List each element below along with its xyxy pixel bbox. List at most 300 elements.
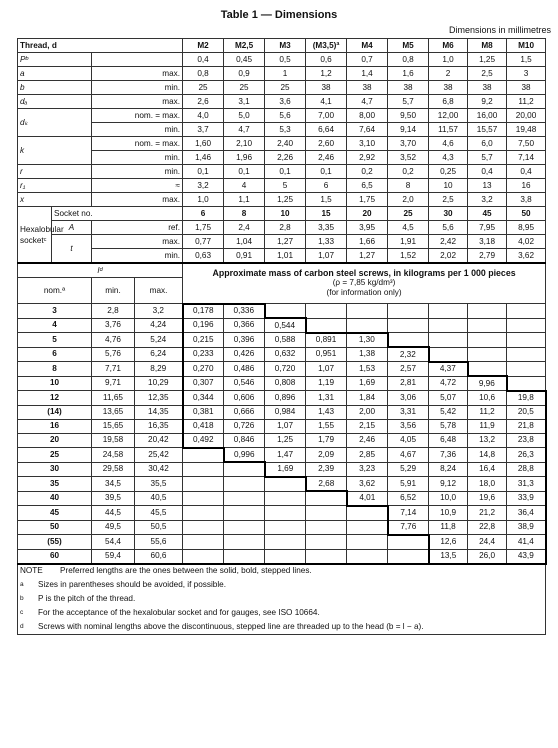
socket-a-value: 3,35 [306,221,347,235]
dimension-value: 6 [306,179,347,193]
mass-value: 1,07 [306,362,347,377]
dimension-value: 0,6 [306,53,347,67]
dimension-value: 20,00 [507,109,546,123]
dimension-value: 2,46 [306,151,347,165]
min-length: 7,71 [92,362,135,377]
nominal-length: 40 [18,491,92,506]
dimension-value: 25 [183,81,224,95]
length-row [18,419,546,433]
dimension-symbol: r [18,165,92,179]
dimension-value: 4 [224,179,265,193]
mass-value [347,318,388,333]
min-length: 11,65 [92,391,135,406]
dimension-row [18,81,546,95]
mass-value [388,549,429,564]
min-length: 5,76 [92,347,135,362]
max-length: 10,29 [135,376,183,391]
nominal-length: 3 [18,304,92,319]
dimension-qualifier: min. [92,123,183,137]
socket-number: 15 [306,207,347,221]
mass-value [507,347,546,362]
mass-value: 26,0 [468,549,507,564]
socket-t-value: 2,02 [429,249,468,264]
header-row [18,39,546,53]
size-header: M2,5 [224,39,265,53]
dimension-value: 2,0 [388,193,429,207]
mass-value: 0,381 [183,405,224,419]
note-text: Preferred lengths are the ones between the solid, bold, stepped lines. [60,566,312,575]
dimension-value: 2,60 [306,137,347,151]
mass-value: 0,666 [224,405,265,419]
dimension-value: 9,14 [388,123,429,137]
mass-value: 2,32 [388,347,429,362]
mass-value [183,520,224,535]
dimension-value: 0,7 [347,53,388,67]
socket-a-value: 3,95 [347,221,388,235]
mass-value: 4,37 [429,362,468,377]
mass-value [306,506,347,521]
length-row [18,433,546,448]
dimension-value: 6,5 [347,179,388,193]
mass-value [265,535,306,550]
mass-value: 0,426 [224,347,265,362]
mass-value [468,333,507,348]
min-length: 54,4 [92,535,135,550]
dimension-value: 2,5 [468,67,507,81]
mass-value: 1,30 [347,333,388,348]
mass-caption [183,263,546,304]
note-row [18,564,546,578]
mass-value: 13,5 [429,549,468,564]
dimension-value: 0,2 [347,165,388,179]
socket-t-value: 3,18 [468,235,507,249]
dimension-value: 3 [507,67,546,81]
footnote-mark: d [20,622,24,630]
footnote-cell [18,592,546,606]
dimension-row [18,193,546,207]
max-length: 20,42 [135,433,183,448]
dimension-value: 1,60 [183,137,224,151]
mass-value: 1,43 [306,405,347,419]
max-length: 55,6 [135,535,183,550]
dimension-qualifier: max. [92,193,183,207]
size-header: M6 [429,39,468,53]
dimension-value: 1,2 [306,67,347,81]
mass-value: 1,47 [265,448,306,463]
mass-value: 13,2 [468,433,507,448]
dimension-value: 1,96 [224,151,265,165]
mass-value: 2,57 [388,362,429,377]
dimension-value: 0,2 [388,165,429,179]
socket-t-value: 4,02 [507,235,546,249]
mass-value [224,549,265,564]
socket-t-max-row [18,235,546,249]
max-length: 3,2 [135,304,183,319]
socket-t-value: 1,91 [388,235,429,249]
mass-value: 0,486 [224,362,265,377]
mass-value: 0,996 [224,448,265,463]
socket-label-line: socketᶜ [20,235,47,245]
dimension-value: 1,0 [183,193,224,207]
socket-t-value: 1,27 [265,235,306,249]
socket-number-row [18,207,546,221]
max-length: 12,35 [135,391,183,406]
dimension-value: 38 [347,81,388,95]
mass-value: 1,53 [347,362,388,377]
dimension-value: 5 [265,179,306,193]
max-length: 4,24 [135,318,183,333]
mass-value: 7,14 [388,506,429,521]
mass-value: 5,07 [429,391,468,406]
dimension-value: 4,0 [183,109,224,123]
footnote-text: Sizes in parentheses should be avoided, if possible. [38,579,226,589]
mass-value: 10,0 [429,491,468,506]
nominal-length: 5 [18,333,92,348]
size-header: M10 [507,39,546,53]
dimension-value: 38 [306,81,347,95]
max-length: 6,24 [135,347,183,362]
dimension-value: 0,8 [183,67,224,81]
footnote-mark: b [20,594,24,602]
dimension-value: 1,5 [507,53,546,67]
dimension-value: 0,45 [224,53,265,67]
mass-value [306,520,347,535]
footnote-text: For the acceptance of the hexalobular socket and for gauges, see ISO 10664. [38,607,320,617]
mass-value: 38,9 [507,520,546,535]
dimension-value: 3,6 [265,95,306,109]
dimension-value: 13 [468,179,507,193]
length-row [18,448,546,463]
socket-t-min-row [18,249,546,264]
mass-value: 2,09 [306,448,347,463]
dimension-value: 3,2 [468,193,507,207]
dimension-row [18,165,546,179]
mass-value: 10,9 [429,506,468,521]
mass-value: 4,01 [347,491,388,506]
mass-value [507,304,546,319]
mass-value [265,477,306,492]
mass-value: 0,418 [183,419,224,433]
thread-header: Thread, d [18,39,183,53]
socket-t-value: 3,62 [507,249,546,264]
min-length: 39,5 [92,491,135,506]
mass-value [306,318,347,333]
mass-value [429,318,468,333]
min-length: 59,4 [92,549,135,564]
dimension-value: 38 [388,81,429,95]
mass-value [468,318,507,333]
nominal-length: 30 [18,462,92,477]
dimension-value: 5,7 [388,95,429,109]
mass-value: 19,8 [507,391,546,406]
socket-number: 8 [224,207,265,221]
min-length: 2,8 [92,304,135,319]
dimension-symbol: x [18,193,92,207]
dimension-value: 1,46 [183,151,224,165]
mass-value: 2,00 [347,405,388,419]
footnote-mark: c [20,608,24,616]
mass-value: 0,366 [224,318,265,333]
dimension-value: 1 [265,67,306,81]
nominal-length: 25 [18,448,92,463]
mass-value [183,491,224,506]
dimension-qualifier: nom. = max. [92,137,183,151]
size-header: M5 [388,39,429,53]
mass-value [429,304,468,319]
socket-t-value: 1,33 [306,235,347,249]
min-length: 4,76 [92,333,135,348]
mass-value [429,347,468,362]
mass-value: 1,38 [347,347,388,362]
mass-value: 21,8 [507,419,546,433]
mass-value: 0,396 [224,333,265,348]
mass-value: 19,6 [468,491,507,506]
dimension-value: 4,7 [347,95,388,109]
min-header: min. [92,278,135,304]
socket-t-value: 1,66 [347,235,388,249]
socket-a-value: 5,6 [429,221,468,235]
mass-value: 14,8 [468,448,507,463]
dimension-value: 0,4 [468,165,507,179]
mass-value [306,304,347,319]
mass-value [265,304,306,319]
min-length: 19,58 [92,433,135,448]
dimension-value: 3,1 [224,95,265,109]
dimension-row [18,67,546,81]
mass-value [224,520,265,535]
socket-t-value: 0,63 [183,249,224,264]
max-length: 60,6 [135,549,183,564]
min-length: 3,76 [92,318,135,333]
mass-value: 12,6 [429,535,468,550]
socket-a-value: 8,95 [507,221,546,235]
dimension-value: 4,3 [429,151,468,165]
mass-value: 9,96 [468,376,507,391]
length-row [18,405,546,419]
dimension-symbol: k [18,137,92,165]
dimension-value: 0,1 [183,165,224,179]
mass-value: 2,68 [306,477,347,492]
mass-value: 0,720 [265,362,306,377]
socket-number: 6 [183,207,224,221]
dimension-value: 2,92 [347,151,388,165]
length-row [18,318,546,333]
mass-value: 18,0 [468,477,507,492]
mass-caption-title: Approximate mass of carbon steel screws, in kilograms per 1 000 pieces [212,268,516,279]
socket-number: 50 [507,207,546,221]
mass-value [507,362,546,377]
mass-value: 11,2 [468,405,507,419]
mass-value [347,520,388,535]
mass-value: 0,891 [306,333,347,348]
size-header: M4 [347,39,388,53]
length-row [18,520,546,535]
socket-t-value: 1,52 [388,249,429,264]
dimension-qualifier: ≈ [92,179,183,193]
mass-header-row [18,263,546,278]
dimensions-table [17,38,547,635]
mass-value: 26,3 [507,448,546,463]
socket-t-value: 1,27 [347,249,388,264]
mass-value: 22,8 [468,520,507,535]
min-length: 44,5 [92,506,135,521]
dimension-value: 6,0 [468,137,507,151]
socket-no-label: Socket no. [52,207,183,221]
mass-value [224,506,265,521]
mass-value: 33,9 [507,491,546,506]
max-length: 40,5 [135,491,183,506]
length-row [18,506,546,521]
length-row [18,535,546,550]
socket-a-row [18,221,546,235]
nominal-length: 35 [18,477,92,492]
max-length: 45,5 [135,506,183,521]
dimension-row [18,151,546,165]
mass-value: 7,36 [429,448,468,463]
length-row [18,549,546,564]
dimension-value: 11,57 [429,123,468,137]
min-length: 15,65 [92,419,135,433]
dimension-value: 3,10 [347,137,388,151]
max-length: 16,35 [135,419,183,433]
nominal-length: 6 [18,347,92,362]
mass-value: 0,196 [183,318,224,333]
dimension-symbol: a [18,67,92,81]
mass-value: 0,632 [265,347,306,362]
mass-value: 0,726 [224,419,265,433]
dimension-value: 2,10 [224,137,265,151]
dimension-value: 7,00 [306,109,347,123]
max-length: 35,5 [135,477,183,492]
mass-value: 0,307 [183,376,224,391]
mass-value [468,362,507,377]
length-row [18,477,546,492]
mass-value: 5,29 [388,462,429,477]
mass-value: 0,984 [265,405,306,419]
mass-value: 5,91 [388,477,429,492]
mass-value: 1,07 [265,419,306,433]
footnote-row [18,620,546,635]
dimension-value: 3,52 [388,151,429,165]
dimension-value: 1,1 [224,193,265,207]
min-length: 9,71 [92,376,135,391]
nominal-length: (55) [18,535,92,550]
mass-value: 0,336 [224,304,265,319]
mass-value: 0,808 [265,376,306,391]
mass-value: 24,4 [468,535,507,550]
mass-value: 2,15 [347,419,388,433]
mass-value [306,491,347,506]
max-length: 30,42 [135,462,183,477]
dimension-qualifier: min. [92,151,183,165]
mass-value [468,347,507,362]
nominal-length: 45 [18,506,92,521]
footnote-row [18,606,546,620]
mass-value: 3,31 [388,405,429,419]
dimension-value: 3,2 [183,179,224,193]
mass-value [265,520,306,535]
socket-a-value: 7,95 [468,221,507,235]
dimension-value: 0,25 [429,165,468,179]
length-row [18,391,546,406]
max-length: 50,5 [135,520,183,535]
dimension-value: 4,6 [429,137,468,151]
dimension-symbol: dₐ [18,95,92,109]
length-row [18,362,546,377]
dimension-value: 5,7 [468,151,507,165]
mass-value [347,549,388,564]
mass-value [183,535,224,550]
dimension-value: 2,6 [183,95,224,109]
length-row [18,376,546,391]
socket-a-value: 2,4 [224,221,265,235]
mass-value: 1,84 [347,391,388,406]
dimension-value: 9,50 [388,109,429,123]
dimension-qualifier: min. [92,165,183,179]
dimension-qualifier: max. [92,67,183,81]
dimension-value: 1,0 [429,53,468,67]
mass-value: 0,270 [183,362,224,377]
mass-value [306,535,347,550]
socket-t-value: 1,07 [306,249,347,264]
note-cell [18,564,546,578]
socket-t-qualifier: max. [92,235,183,249]
mass-value: 5,42 [429,405,468,419]
mass-value: 20,5 [507,405,546,419]
mass-value [347,506,388,521]
dimension-value: 7,50 [507,137,546,151]
socket-t-value: 2,42 [429,235,468,249]
mass-caption-info: (for information only) [326,288,402,298]
nominal-length: 8 [18,362,92,377]
mass-value [507,333,546,348]
socket-a-qualifier: ref. [92,221,183,235]
size-header: (M3,5)ª [306,39,347,53]
dimension-value: 0,1 [224,165,265,179]
dimension-value: 10 [429,179,468,193]
note-label: NOTE [20,566,43,575]
mass-value: 0,546 [224,376,265,391]
mass-value: 21,2 [468,506,507,521]
footnote-cell [18,620,546,635]
mass-value [265,491,306,506]
mass-value: 2,39 [306,462,347,477]
dimension-value: 7,14 [507,151,546,165]
dimension-row [18,53,546,67]
dimension-value: 1,75 [347,193,388,207]
mass-value: 0,492 [183,433,224,448]
dimension-value: 6,64 [306,123,347,137]
length-row [18,304,546,319]
dimension-value: 4,1 [306,95,347,109]
mass-value: 4,72 [429,376,468,391]
socket-a-value: 4,5 [388,221,429,235]
footnote-text: P is the pitch of the thread. [38,593,136,603]
mass-value: 11,9 [468,419,507,433]
dimension-value: 0,1 [306,165,347,179]
mass-value: 3,62 [347,477,388,492]
mass-value: 16,4 [468,462,507,477]
dimension-row [18,95,546,109]
min-length: 13,65 [92,405,135,419]
dimension-value: 4,7 [224,123,265,137]
mass-value: 1,25 [265,433,306,448]
mass-value: 0,344 [183,391,224,406]
mass-value: 6,48 [429,433,468,448]
mass-value: 28,8 [507,462,546,477]
dimension-symbol: Pᵇ [18,53,92,67]
dimension-value: 0,5 [265,53,306,67]
